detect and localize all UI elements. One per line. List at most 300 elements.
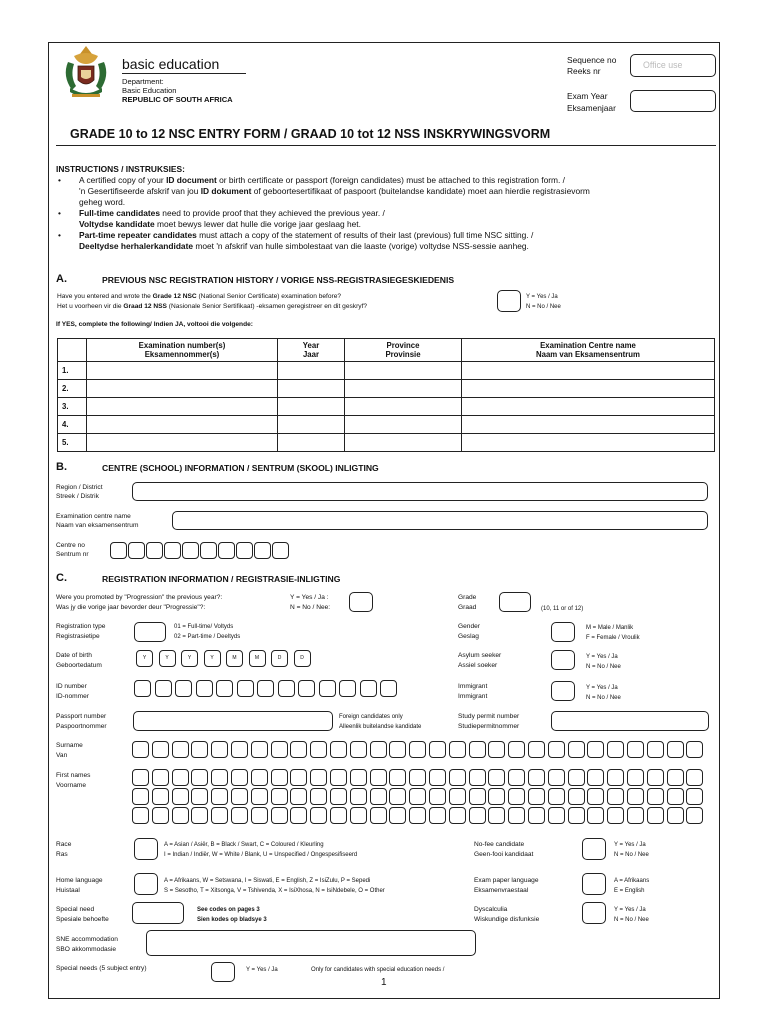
special-needs-5-note: Only for candidates with special education needs / — [311, 967, 445, 973]
study-permit-label-2: Studiepermitnommer — [458, 723, 520, 730]
reg-type-option-2: 02 = Part-time / Deeltyds — [174, 634, 241, 640]
surname-cell[interactable] — [488, 741, 505, 758]
surname-cell[interactable] — [469, 741, 486, 758]
no-fee-label-2: Geen-fooi kandidaat — [474, 851, 534, 858]
first-names-cell[interactable] — [607, 769, 624, 786]
special-need-note-2: Sien kodes op bladsye 3 — [197, 917, 267, 923]
province-cell[interactable] — [345, 380, 462, 398]
first-names-cell[interactable] — [271, 807, 288, 824]
centre-number-cell[interactable] — [272, 542, 289, 559]
first-names-cell[interactable] — [350, 788, 367, 805]
first-names-cell[interactable] — [251, 788, 268, 805]
asylum-label-1: Asylum seeker — [458, 652, 502, 659]
first-names-cell[interactable] — [310, 769, 327, 786]
first-names-cell[interactable] — [191, 788, 208, 805]
surname-cell[interactable] — [310, 741, 327, 758]
bullet-2-dot: • — [58, 208, 61, 218]
first-names-cell[interactable] — [568, 788, 585, 805]
section-c-title: REGISTRATION INFORMATION / REGISTRASIE-INLIGTING — [102, 574, 341, 584]
surname-cell[interactable] — [568, 741, 585, 758]
passport-label-1: Passport number — [56, 713, 107, 720]
title-underline — [56, 145, 716, 146]
office-use-text: Office use — [643, 60, 683, 70]
first-names-cell[interactable] — [429, 807, 446, 824]
surname-cell[interactable] — [389, 741, 406, 758]
race-options-1: A = Asian / Asiër, B = Black / Swart, C = Coloured / Kleurling — [164, 842, 324, 848]
first-names-cell[interactable] — [488, 807, 505, 824]
first-names-cell[interactable] — [389, 769, 406, 786]
first-names-cell[interactable] — [508, 788, 525, 805]
id-number-cell[interactable] — [298, 680, 315, 697]
registration-history-table — [57, 338, 715, 452]
race-field[interactable] — [134, 838, 158, 860]
section-b-title: CENTRE (SCHOOL) INFORMATION / SENTRUM (SKOOL) INLIGTING — [102, 463, 379, 473]
first-names-cell[interactable] — [330, 788, 347, 805]
first-names-cell[interactable] — [271, 769, 288, 786]
first-names-cell[interactable] — [548, 788, 565, 805]
first-names-cell[interactable] — [568, 769, 585, 786]
first-names-cell[interactable] — [251, 769, 268, 786]
id-number-cell[interactable] — [237, 680, 254, 697]
first-names-cell[interactable] — [152, 788, 169, 805]
race-label-1: Race — [56, 841, 72, 848]
surname-cell[interactable] — [350, 741, 367, 758]
row-number-header — [58, 339, 87, 362]
prev-nsc-answer-box[interactable] — [497, 290, 521, 312]
first-names-cell[interactable] — [449, 769, 466, 786]
first-names-cell[interactable] — [587, 788, 604, 805]
immigrant-no-option: N = No / Nee — [586, 695, 621, 701]
exam-number-cell[interactable] — [87, 398, 278, 416]
first-names-cell[interactable] — [508, 807, 525, 824]
first-names-cell[interactable] — [330, 769, 347, 786]
centre-number-cell[interactable] — [164, 542, 181, 559]
year-cell[interactable] — [278, 416, 345, 434]
no-fee-field[interactable] — [582, 838, 606, 860]
exam-year-field[interactable] — [630, 90, 716, 112]
first-names-cell[interactable] — [587, 807, 604, 824]
dob-cell[interactable]: M — [226, 650, 243, 667]
reg-type-field[interactable] — [134, 622, 166, 642]
special-need-label-1: Special need — [56, 906, 95, 913]
first-names-cell[interactable] — [191, 807, 208, 824]
sequence-number-field[interactable] — [630, 54, 716, 77]
study-permit-field[interactable] — [551, 711, 709, 731]
surname-cell[interactable] — [231, 741, 248, 758]
id-number-cell[interactable] — [380, 680, 397, 697]
instructions-heading: INSTRUCTIONS / INSTRUKSIES: — [56, 164, 185, 174]
first-names-cell[interactable] — [310, 807, 327, 824]
coat-of-arms-logo — [60, 44, 112, 102]
first-names-cell[interactable] — [627, 788, 644, 805]
province-cell[interactable] — [345, 362, 462, 380]
first-names-cell[interactable] — [667, 807, 684, 824]
form-title: GRADE 10 to 12 NSC ENTRY FORM / GRAAD 10 tot 12 NSS INSKRYWINGSVORM — [70, 127, 551, 141]
first-names-cell[interactable] — [389, 807, 406, 824]
surname-cell[interactable] — [152, 741, 169, 758]
centre-number-cell[interactable] — [236, 542, 253, 559]
dept-line-2: Basic Education — [122, 86, 177, 95]
surname-cell[interactable] — [449, 741, 466, 758]
dob-cell[interactable]: D — [294, 650, 311, 667]
first-names-cell[interactable] — [132, 788, 149, 805]
grade-label-1: Grade — [458, 594, 477, 601]
id-number-cell[interactable] — [134, 680, 151, 697]
province-cell[interactable] — [345, 398, 462, 416]
bullet-3-dot: • — [58, 230, 61, 240]
exam-year-label-1: Exam Year — [567, 91, 608, 101]
bullet-3-line-2: Deeltydse herhalerkandidate moet 'n afskrif van hulle simbolestaat van die laaste (vorige) voltydse NSS-sessie aanheg. — [79, 241, 529, 251]
surname-cell[interactable] — [172, 741, 189, 758]
bullet-1-line-1: A certified copy of your ID document or birth certificate or passport (foreign candidates) must be attached to this registration form. / — [79, 175, 565, 185]
if-yes-instruction: If YES, complete the following/ Indien JA, voltooi die volgende: — [56, 321, 253, 328]
first-names-cell[interactable] — [132, 769, 149, 786]
centre-number-cell[interactable] — [110, 542, 127, 559]
surname-cell[interactable] — [627, 741, 644, 758]
first-names-cell[interactable] — [172, 769, 189, 786]
first-names-cell[interactable] — [449, 807, 466, 824]
centre-number-cell[interactable] — [146, 542, 163, 559]
first-names-cell[interactable] — [548, 769, 565, 786]
first-names-cell[interactable] — [409, 807, 426, 824]
exam-number-header: Examination number(s) Eksamennommer(s) — [87, 339, 278, 362]
first-names-cell[interactable] — [469, 769, 486, 786]
first-names-cell[interactable] — [667, 788, 684, 805]
first-names-cell[interactable] — [587, 769, 604, 786]
first-names-cell[interactable] — [508, 769, 525, 786]
first-names-cell[interactable] — [370, 788, 387, 805]
id-number-cell[interactable] — [257, 680, 274, 697]
region-district-field[interactable] — [132, 482, 708, 501]
centre-name-cell[interactable] — [462, 398, 715, 416]
year-cell[interactable] — [278, 398, 345, 416]
id-number-cell[interactable] — [339, 680, 356, 697]
reg-type-label-2: Registrasietipe — [56, 633, 100, 640]
id-number-cell[interactable] — [319, 680, 336, 697]
id-number-cell[interactable] — [216, 680, 233, 697]
passport-number-field[interactable] — [133, 711, 333, 731]
bullet-2-line-1: Full-time candidates need to provide proof that they achieved the previous year. / — [79, 208, 385, 218]
centre-number-cell[interactable] — [200, 542, 217, 559]
surname-cell[interactable] — [370, 741, 387, 758]
first-names-cell[interactable] — [231, 788, 248, 805]
first-names-cell[interactable] — [607, 807, 624, 824]
surname-cell[interactable] — [647, 741, 664, 758]
progression-no-label: N = No / Nee: — [290, 604, 331, 611]
section-c-letter: C. — [56, 572, 67, 584]
asylum-label-2: Assiel soeker — [458, 662, 498, 669]
immigrant-label-2: Immigrant — [458, 693, 488, 700]
progression-question-1: Were you promoted by "Progression" the previous year?: — [56, 594, 223, 601]
paper-language-option-e: E = English — [614, 888, 645, 894]
org-underline — [122, 73, 246, 74]
first-names-cell[interactable] — [132, 807, 149, 824]
surname-cell[interactable] — [191, 741, 208, 758]
id-number-cell[interactable] — [155, 680, 172, 697]
first-names-cell[interactable] — [686, 788, 703, 805]
asylum-field[interactable] — [551, 650, 575, 670]
prev-nsc-question-2: Het u voorheen vir die Graad 12 NSS (Nasionale Senior Sertifikaat) -eksamen geregistreer en dit geskryf? — [57, 303, 368, 310]
centre-no-label-2: Sentrum nr — [56, 551, 89, 558]
dob-cell[interactable]: Y — [159, 650, 176, 667]
centre-number-cell[interactable] — [218, 542, 235, 559]
sne-label-1: SNE accommodation — [56, 936, 118, 943]
first-names-cell[interactable] — [211, 769, 228, 786]
reg-type-label-1: Registration type — [56, 623, 106, 630]
race-label-2: Ras — [56, 851, 68, 858]
id-label-1: ID number — [56, 683, 87, 690]
no-fee-label-1: No-fee candidate — [474, 841, 525, 848]
paper-language-label-1: Exam paper language — [474, 877, 539, 884]
section-a-letter: A. — [56, 273, 67, 285]
grade-field[interactable] — [499, 592, 531, 612]
id-number-cell[interactable] — [360, 680, 377, 697]
surname-cell[interactable] — [607, 741, 624, 758]
row-number: 4. — [58, 416, 87, 434]
first-names-cell[interactable] — [290, 788, 307, 805]
org-name: basic education — [122, 56, 220, 72]
exam-year-label-2: Eksamenjaar — [567, 103, 616, 113]
surname-cell[interactable] — [290, 741, 307, 758]
grade-label-2: Graad — [458, 604, 477, 611]
no-fee-no-option: N = No / Nee — [614, 852, 649, 858]
first-names-cell[interactable] — [330, 807, 347, 824]
dyscalculia-label-2: Wiskundige disfunksie — [474, 916, 540, 923]
centre-number-cell[interactable] — [182, 542, 199, 559]
id-number-cell[interactable] — [196, 680, 213, 697]
paper-language-field[interactable] — [582, 873, 606, 895]
first-names-cell[interactable] — [686, 807, 703, 824]
row-number: 5. — [58, 434, 87, 452]
surname-cell[interactable] — [548, 741, 565, 758]
exam-number-cell[interactable] — [87, 362, 278, 380]
year-cell[interactable] — [278, 362, 345, 380]
special-need-field[interactable] — [132, 902, 184, 924]
reg-type-option-1: 01 = Full-time/ Voltyds — [174, 624, 234, 630]
gender-field[interactable] — [551, 622, 575, 642]
first-names-cell[interactable] — [350, 807, 367, 824]
province-cell[interactable] — [345, 416, 462, 434]
gender-label-2: Geslag — [458, 633, 479, 640]
sequence-label-1: Sequence no — [567, 55, 617, 65]
home-language-label-1: Home language — [56, 877, 103, 884]
first-names-cell[interactable] — [488, 788, 505, 805]
paper-language-label-2: Eksamenvraestaal — [474, 887, 529, 894]
first-names-cell[interactable] — [290, 769, 307, 786]
progression-answer-box[interactable] — [349, 592, 373, 612]
row-number: 2. — [58, 380, 87, 398]
first-names-label-2: Voorname — [56, 782, 87, 789]
first-names-cell[interactable] — [152, 807, 169, 824]
asylum-yes-option: Y = Yes / Ja — [586, 654, 618, 660]
centre-name-cell[interactable] — [462, 380, 715, 398]
paper-language-option-a: A = Afrikaans — [614, 878, 650, 884]
row-number: 3. — [58, 398, 87, 416]
surname-cell[interactable] — [211, 741, 228, 758]
bullet-2-line-2: Voltydse kandidate moet bewys lewer dat hulle die vorige jaar geslaag het. — [79, 219, 361, 229]
dob-cell[interactable]: Y — [181, 650, 198, 667]
progression-question-2: Was jy die vorige jaar bevorder deur "Progressie"?: — [56, 604, 206, 611]
home-language-options-1: A = Afrikaans, W = Setswana, I = Siswati, E = English, Z = IsiZulu, P = Sepedi — [164, 878, 371, 884]
first-names-cell[interactable] — [310, 788, 327, 805]
centre-no-label-1: Centre no — [56, 542, 85, 549]
first-names-cell[interactable] — [152, 769, 169, 786]
first-names-cell[interactable] — [647, 807, 664, 824]
first-names-cell[interactable] — [251, 807, 268, 824]
surname-cell[interactable] — [587, 741, 604, 758]
first-names-cell[interactable] — [290, 807, 307, 824]
first-names-cell[interactable] — [488, 769, 505, 786]
first-names-cell[interactable] — [528, 769, 545, 786]
immigrant-label-1: Immigrant — [458, 683, 488, 690]
gender-male-option: M = Male / Manlik — [586, 625, 634, 631]
first-names-label-1: First names — [56, 772, 91, 779]
region-label-1: Region / District — [56, 484, 103, 491]
first-names-cell[interactable] — [528, 788, 545, 805]
first-names-cell[interactable] — [568, 807, 585, 824]
centre-number-cell[interactable] — [254, 542, 271, 559]
exam-number-cell[interactable] — [87, 434, 278, 452]
surname-cell[interactable] — [132, 741, 149, 758]
centre-number-cell[interactable] — [128, 542, 145, 559]
surname-cell[interactable] — [686, 741, 703, 758]
year-cell[interactable] — [278, 380, 345, 398]
centre-name-label-2: Naam van eksamensentrum — [56, 522, 139, 529]
dob-cell[interactable]: D — [271, 650, 288, 667]
bullet-3-line-1: Part-time repeater candidates must attach a copy of the statement of results of their last (previous) full time NSC sitting. / — [79, 230, 534, 240]
prev-nsc-question-1: Have you entered and wrote the Grade 12 NSC (National Senior Certificate) examination before? — [57, 293, 342, 300]
home-language-options-2: S = Sesotho, T = Xitsonga, V = Tshivenda, X = IsiXhosa, N = IsiNdebele, O = Other — [164, 888, 385, 894]
first-names-cell[interactable] — [528, 807, 545, 824]
table-row — [58, 416, 715, 434]
first-names-cell[interactable] — [211, 807, 228, 824]
year-cell[interactable] — [278, 434, 345, 452]
exam-number-cell[interactable] — [87, 416, 278, 434]
province-cell[interactable] — [345, 434, 462, 452]
id-number-cell[interactable] — [278, 680, 295, 697]
dob-label-1: Date of birth — [56, 652, 92, 659]
first-names-cell[interactable] — [667, 769, 684, 786]
no-fee-yes-option: Y = Yes / Ja — [614, 842, 646, 848]
region-label-2: Streek / Distrik — [56, 493, 99, 500]
dob-cell[interactable]: Y — [204, 650, 221, 667]
first-names-cell[interactable] — [627, 769, 644, 786]
dob-cell[interactable]: Y — [136, 650, 153, 667]
surname-cell[interactable] — [429, 741, 446, 758]
exam-centre-name-field[interactable] — [172, 511, 708, 530]
surname-cell[interactable] — [508, 741, 525, 758]
first-names-cell[interactable] — [191, 769, 208, 786]
sne-accommodation-field[interactable] — [146, 930, 476, 956]
province-header: Province Provinsie — [345, 339, 462, 362]
exam-number-cell[interactable] — [87, 380, 278, 398]
first-names-cell[interactable] — [686, 769, 703, 786]
special-need-note-1: See codes on pages 3 — [197, 907, 260, 913]
first-names-cell[interactable] — [469, 807, 486, 824]
surname-cell[interactable] — [528, 741, 545, 758]
table-header-row — [58, 339, 715, 362]
prev-nsc-no-label: N = No / Nee — [526, 304, 561, 310]
first-names-cell[interactable] — [548, 807, 565, 824]
prev-nsc-yes-label: Y = Yes / Ja — [526, 294, 558, 300]
special-needs-5-label: Special needs (5 subject entry) — [56, 965, 147, 972]
centre-name-label-1: Examination centre name — [56, 513, 131, 520]
dyscalculia-no-option: N = No / Nee — [614, 917, 649, 923]
first-names-cell[interactable] — [409, 769, 426, 786]
surname-cell[interactable] — [271, 741, 288, 758]
centre-name-header: Examination Centre name Naam van Eksamensentrum — [462, 339, 715, 362]
gender-female-option: F = Female / Vroulik — [586, 635, 640, 641]
section-a-title: PREVIOUS NSC REGISTRATION HISTORY / VORIGE NSS-REGISTRASIEGESKIEDENIS — [102, 275, 455, 285]
dyscalculia-yes-option: Y = Yes / Ja — [614, 907, 646, 913]
table-row — [58, 398, 715, 416]
home-language-field[interactable] — [134, 873, 158, 895]
first-names-cell[interactable] — [449, 788, 466, 805]
gender-label-1: Gender — [458, 623, 480, 630]
first-names-cell[interactable] — [211, 788, 228, 805]
first-names-cell[interactable] — [350, 769, 367, 786]
dyscalculia-field[interactable] — [582, 902, 606, 924]
surname-label-1: Surname — [56, 742, 83, 749]
first-names-cell[interactable] — [429, 788, 446, 805]
table-row — [58, 362, 715, 380]
first-names-cell[interactable] — [389, 788, 406, 805]
first-names-cell[interactable] — [231, 769, 248, 786]
centre-name-cell[interactable] — [462, 416, 715, 434]
first-names-cell[interactable] — [370, 807, 387, 824]
first-names-cell[interactable] — [429, 769, 446, 786]
surname-cell[interactable] — [330, 741, 347, 758]
first-names-cell[interactable] — [647, 788, 664, 805]
dyscalculia-label-1: Dyscalculia — [474, 906, 508, 913]
sne-label-2: SBO akkommodasie — [56, 946, 117, 953]
first-names-cell[interactable] — [409, 788, 426, 805]
first-names-cell[interactable] — [172, 788, 189, 805]
sequence-label-2: Reeks nr — [567, 66, 601, 76]
special-needs-5-field[interactable] — [211, 962, 235, 982]
centre-name-cell[interactable] — [462, 362, 715, 380]
first-names-cell[interactable] — [469, 788, 486, 805]
first-names-cell[interactable] — [231, 807, 248, 824]
first-names-cell[interactable] — [271, 788, 288, 805]
study-permit-label-1: Study permit number — [458, 713, 520, 720]
surname-cell[interactable] — [251, 741, 268, 758]
dob-cell[interactable]: M — [249, 650, 266, 667]
table-row — [58, 380, 715, 398]
id-number-cell[interactable] — [175, 680, 192, 697]
first-names-cell[interactable] — [627, 807, 644, 824]
special-need-label-2: Spesiale behoefte — [56, 916, 109, 923]
asylum-no-option: N = No / Nee — [586, 664, 621, 670]
bullet-1-dot: • — [58, 175, 61, 185]
first-names-cell[interactable] — [172, 807, 189, 824]
surname-cell[interactable] — [667, 741, 684, 758]
race-options-2: I = Indian / Indiër, W = White / Blank, U = Unspecified / Ongespesifiseerd — [164, 852, 358, 858]
foreign-only-note-2: Alleenlik buitelandse kandidate — [339, 724, 422, 730]
immigrant-field[interactable] — [551, 681, 575, 701]
surname-cell[interactable] — [409, 741, 426, 758]
first-names-cell[interactable] — [370, 769, 387, 786]
progression-yes-label: Y = Yes / Ja : — [290, 594, 329, 601]
centre-name-cell[interactable] — [462, 434, 715, 452]
first-names-cell[interactable] — [607, 788, 624, 805]
bullet-1-line-2: 'n Gesertifiseerde afskrif van jou ID dokument of geboortesertifikaat of paspoort (buitelandse kandidate) moet aan hierdie registrasievorm — [79, 186, 590, 196]
year-header: Year Jaar — [278, 339, 345, 362]
first-names-cell[interactable] — [647, 769, 664, 786]
dept-line-1: Department: — [122, 77, 164, 86]
dob-label-2: Geboortedatum — [56, 662, 102, 669]
passport-label-2: Paspoortnommer — [56, 723, 107, 730]
